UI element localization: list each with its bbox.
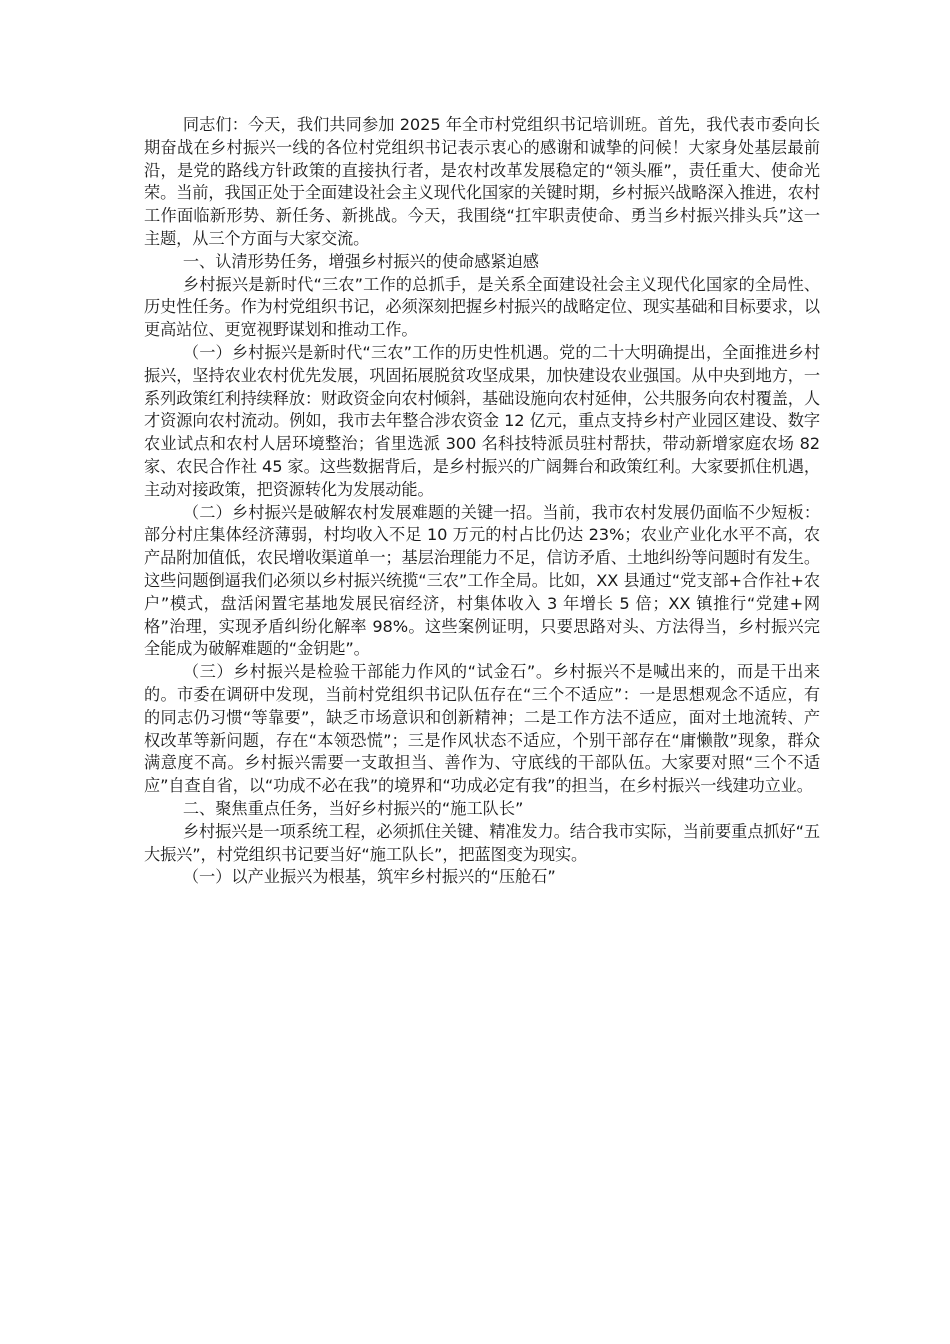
section-2-heading: 二、聚焦重点任务，当好乡村振兴的“施工队长” bbox=[182, 798, 524, 818]
intro-paragraph: 同志们：今天，我们共同参加 2025 年全市村党组织书记培训班。首先，我代表市委向长期奋战在乡村振兴一线的各位村党组织书记表示衷心的感谢和诚挚的问候！大家身处基层最前沿，是党的路线方针政策的直接执行者，是农村改革发展稳定的“领头雁”，责任重大、使命光荣。当前，我国正处于全面建设社会主义现代化国家的关键时期，乡村振兴战略深入推进，农村工作面临新形势、新任务、新挑战。今天，我围绕“扛牢职责使命、勇当乡村振兴排头兵”这一主题，从三个方面与大家交流。 bbox=[144, 115, 820, 248]
section-1-point-1: （一）乡村振兴是新时代“三农”工作的历史性机遇。党的二十大明确提出，全面推进乡村振兴，坚持农业农村优先发展，巩固拓展脱贫攻坚成果，加快建设农业强国。从中央到地方，一系列政策红利持续释放：财政资金向农村倾斜，基础设施向农村延伸，公共服务向农村覆盖，人才资源向农村流动。例如，我市去年整合涉农资金 12 亿元，重点支持乡村产业园区建设、数字农业试点和农村人居环境整治；省里选派 300 名科技特派员驻村帮扶，带动新增家庭农场 82 家、农民合作社 45 家。这些数据背后，是乡村振兴的广阔舞台和政策红利。大家要抓住机遇，主动对接政策，把资源转化为发展动能。 bbox=[144, 342, 820, 499]
section-1-heading: 一、认清形势任务，增强乡村振兴的使命感紧迫感 bbox=[182, 251, 539, 271]
section-2-lead: 乡村振兴是一项系统工程，必须抓住关键、精准发力。结合我市实际，当前要重点抓好“五大振兴”，村党组织书记要当好“施工队长”，把蓝图变为现实。 bbox=[144, 821, 820, 864]
section-1-point-3: （三）乡村振兴是检验干部能力作风的“试金石”。乡村振兴不是喊出来的，而是干出来的。市委在调研中发现，当前村党组织书记队伍存在“三个不适应”：一是思想观念不适应，有的同志仍习惯“等靠要”，缺乏市场意识和创新精神；二是工作方法不适应，面对土地流转、产权改革等新问题，存在“本领恐慌”；三是作风状态不适应，个别干部存在“庸懒散”现象，群众满意度不高。乡村振兴需要一支敢担当、善作为、守底线的干部队伍。大家要对照“三个不适应”自查自省，以“功成不必在我”的境界和“功成必定有我”的担当，在乡村振兴一线建功立业。 bbox=[144, 662, 820, 796]
section-2-point-1: （一）以产业振兴为根基，筑牢乡村振兴的“压舱石” bbox=[182, 867, 556, 887]
section-1-lead: 乡村振兴是新时代“三农”工作的总抓手，是关系全面建设社会主义现代化国家的全局性、历史性任务。作为村党组织书记，必须深刻把握乡村振兴的战略定位、现实基础和目标要求，以更高站位、更宽视野谋划和推动工作。 bbox=[144, 274, 820, 340]
section-1-point-2: （二）乡村振兴是破解农村发展难题的关键一招。当前，我市农村发展仍面临不少短板：部分村庄集体经济薄弱，村均收入不足 10 万元的村占比仍达 23%；农业产业化水平不高，农产品附加值低，农民增收渠道单一；基层治理能力不足，信访矛盾、土地纠纷等问题时有发生。这些问题倒逼我们必须以乡村振兴统揽“三农”工作全局。比如，XX 县通过“党支部+合作社+农户”模式，盘活闲置宅基地发展民宿经济，村集体收入 3 年增长 5 倍；XX 镇推行“党建+网格”治理，实现矛盾纠纷化解率 98%。这些案例证明，只要思路对头、方法得当，乡村振兴完全能成为破解难题的“金钥匙”。 bbox=[144, 502, 820, 659]
document-page bbox=[144, 114, 820, 889]
